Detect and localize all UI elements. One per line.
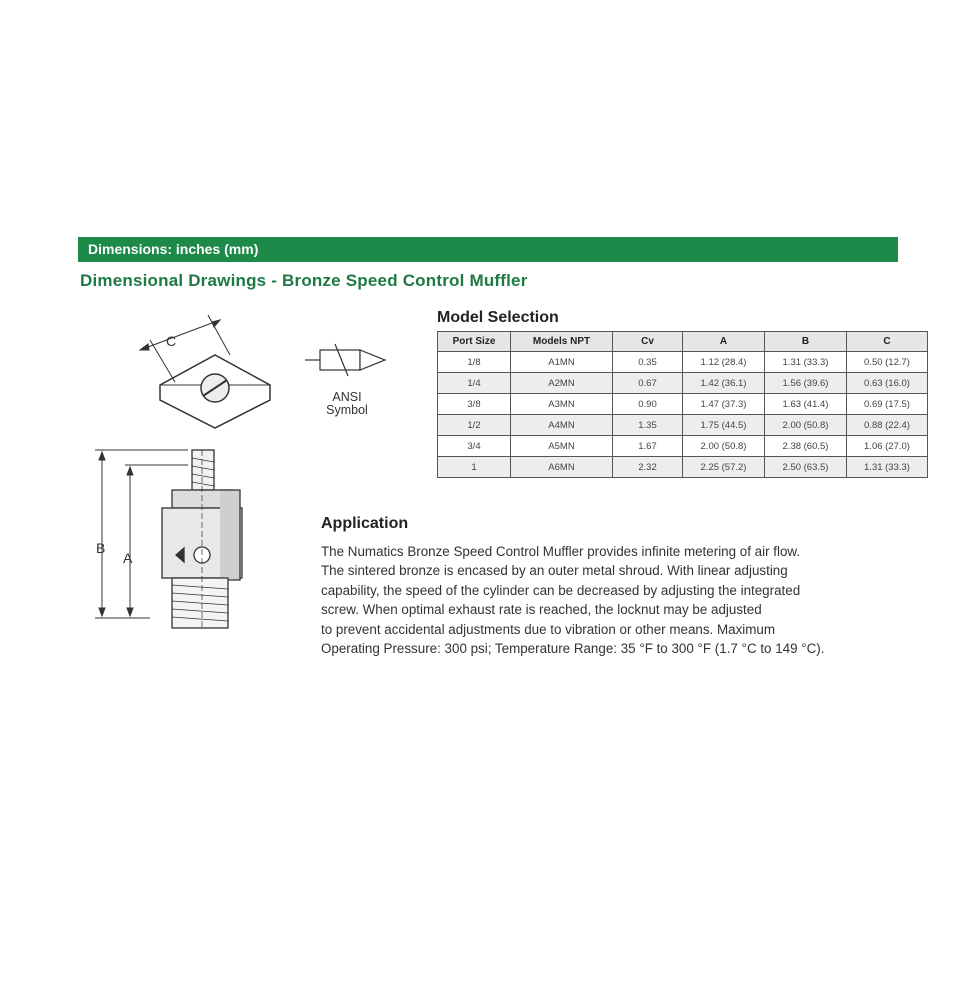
section-subtitle: Dimensional Drawings - Bronze Speed Control Muffler	[80, 271, 528, 290]
table-row	[438, 394, 928, 415]
application-line: to prevent accidental adjustments due to vibration or other means. Maximum	[321, 621, 776, 637]
cell-a: 1.42 (36.1)	[683, 373, 765, 394]
header-cv: Cv	[613, 332, 683, 352]
cell-cv: 0.67	[613, 373, 683, 394]
cell-b: 2.00 (50.8)	[765, 415, 847, 436]
table-row	[438, 457, 928, 478]
model-selection-table	[437, 331, 928, 478]
cell-a: 2.00 (50.8)	[683, 436, 765, 457]
application-line: Operating Pressure: 300 psi; Temperature Range: 35 °F to 300 °F (1.7 °C to 149 °C).	[321, 641, 825, 657]
cell-a: 2.25 (57.2)	[683, 457, 765, 478]
cell-port-size: 1/2	[438, 415, 511, 436]
cell-model: A3MN	[511, 394, 613, 415]
cell-a: 1.12 (28.4)	[683, 352, 765, 373]
table-row	[438, 352, 928, 373]
top-view-hex	[160, 355, 270, 428]
cell-b: 1.31 (33.3)	[765, 352, 847, 373]
cell-port-size: 1	[438, 457, 511, 478]
cell-c: 0.69 (17.5)	[847, 394, 928, 415]
cell-model: A4MN	[511, 415, 613, 436]
dimension-a-label: A	[123, 550, 133, 566]
side-view-body	[162, 450, 242, 630]
header-port-size: Port Size	[438, 332, 511, 352]
cell-model: A6MN	[511, 457, 613, 478]
cell-model: A2MN	[511, 373, 613, 394]
cell-c: 0.63 (16.0)	[847, 373, 928, 394]
application-line: screw. When optimal exhaust rate is reached, the locknut may be adjusted	[321, 602, 762, 618]
ansi-label-line-1: ANSI	[332, 390, 362, 404]
cell-port-size: 3/8	[438, 394, 511, 415]
cell-b: 2.38 (60.5)	[765, 436, 847, 457]
table-row	[438, 436, 928, 457]
header-a: A	[683, 332, 765, 352]
cell-c: 1.06 (27.0)	[847, 436, 928, 457]
cell-port-size: 3/4	[438, 436, 511, 457]
application-body	[321, 542, 911, 658]
cell-a: 1.47 (37.3)	[683, 394, 765, 415]
table-row	[438, 415, 928, 436]
application-line: capability, the speed of the cylinder can be decreased by adjusting the integrated	[321, 582, 801, 598]
application-line: The sintered bronze is encased by an outer metal shroud. With linear adjusting	[321, 563, 788, 579]
header-c: C	[847, 332, 928, 352]
cell-b: 1.63 (41.4)	[765, 394, 847, 415]
dimensions-header-band: Dimensions: inches (mm)	[78, 237, 898, 262]
ansi-symbol-label	[312, 391, 382, 417]
cell-c: 1.31 (33.3)	[847, 457, 928, 478]
cell-b: 1.56 (39.6)	[765, 373, 847, 394]
header-b: B	[765, 332, 847, 352]
cell-port-size: 1/4	[438, 373, 511, 394]
cell-c: 0.88 (22.4)	[847, 415, 928, 436]
cell-c: 0.50 (12.7)	[847, 352, 928, 373]
cell-cv: 1.67	[613, 436, 683, 457]
cell-cv: 2.32	[613, 457, 683, 478]
cell-cv: 0.90	[613, 394, 683, 415]
table-header-row	[438, 332, 928, 352]
header-models-npt: Models NPT	[511, 332, 613, 352]
application-line: The Numatics Bronze Speed Control Muffler provides infinite metering of air flow.	[321, 544, 801, 559]
table-row	[438, 373, 928, 394]
cell-model: A5MN	[511, 436, 613, 457]
cell-model: A1MN	[511, 352, 613, 373]
cell-cv: 0.35	[613, 352, 683, 373]
cell-port-size: 1/8	[438, 352, 511, 373]
ansi-label-line-2: Symbol	[326, 403, 368, 417]
application-title: Application	[321, 515, 409, 532]
model-selection-title: Model Selection	[437, 309, 559, 326]
cell-a: 1.75 (44.5)	[683, 415, 765, 436]
ansi-symbol-icon	[300, 342, 400, 432]
dimension-b-label: B	[96, 540, 106, 556]
cell-cv: 1.35	[613, 415, 683, 436]
dimension-c-label: C	[166, 333, 177, 349]
cell-b: 2.50 (63.5)	[765, 457, 847, 478]
